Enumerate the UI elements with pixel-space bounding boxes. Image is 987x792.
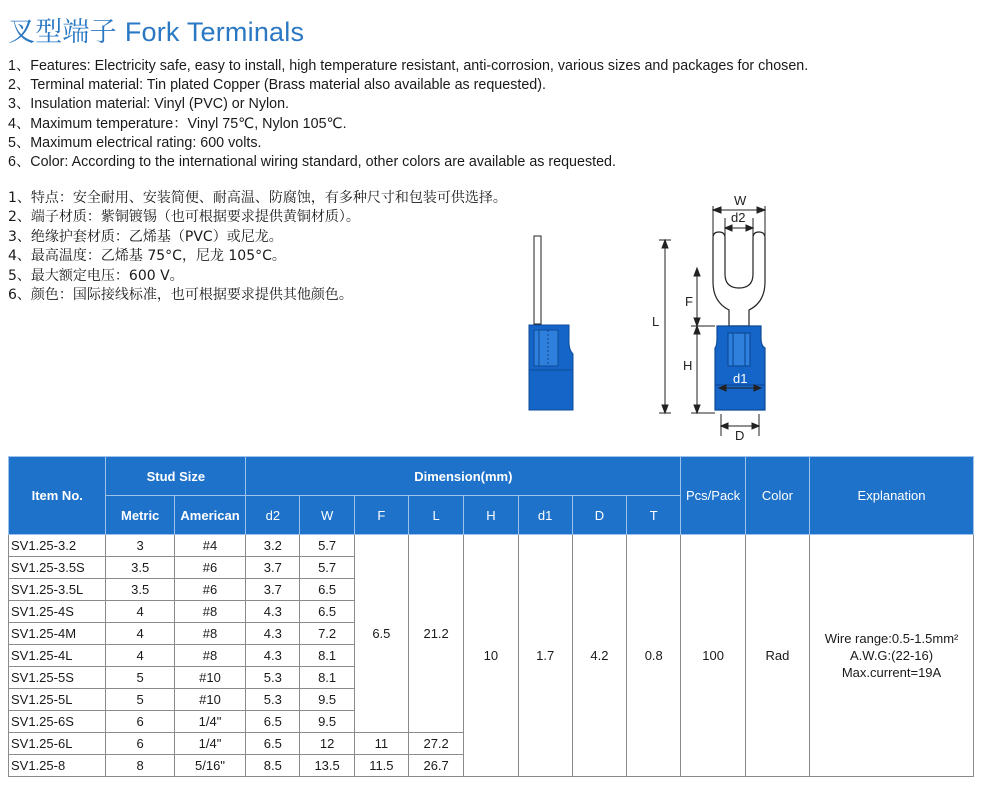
label-d2: d2 xyxy=(731,210,746,225)
label-d1: d1 xyxy=(733,371,748,386)
feature-en-item: 3、Insulation material: Vinyl (PVC) or Nylon. xyxy=(8,96,290,113)
label-H: H xyxy=(683,358,693,373)
header-h: H xyxy=(464,496,518,535)
header-d: D xyxy=(572,496,626,535)
explanation-max-current: Max.current=19A xyxy=(841,665,942,680)
cell-item: SV1.25-5L xyxy=(9,689,106,711)
cell-h-merged: 10 xyxy=(464,535,518,777)
cell-f: 11.5 xyxy=(354,755,408,777)
cell-f: 11 xyxy=(354,733,408,755)
feature-cn-item: 5、最大额定电压：600 V。 xyxy=(8,267,184,284)
feature-cn-item: 1、特点：安全耐用、安装简便、耐高温、防腐蚀，有多种尺寸和包装可供选择。 xyxy=(8,190,507,206)
cell-american: 1/4" xyxy=(174,733,245,755)
cell-metric: 3 xyxy=(106,535,174,557)
cell-metric: 6 xyxy=(106,733,174,755)
cell-item: SV1.25-8 xyxy=(9,755,106,777)
cell-d2: 4.3 xyxy=(246,601,300,623)
cell-d2: 6.5 xyxy=(246,711,300,733)
cell-d2: 6.5 xyxy=(246,733,300,755)
cell-l: 27.2 xyxy=(409,733,464,755)
table-row xyxy=(9,535,974,557)
header-pcs-pack: Pcs/Pack xyxy=(681,457,745,535)
cell-item: SV1.25-4M xyxy=(9,623,106,645)
feature-cn-item: 6、颜色：国际接线标准，也可根据要求提供其他颜色。 xyxy=(8,287,353,304)
header-color: Color xyxy=(745,457,809,535)
cell-d2: 4.3 xyxy=(246,623,300,645)
cell-d2: 4.3 xyxy=(246,645,300,667)
cell-item: SV1.25-4L xyxy=(9,645,106,667)
cell-metric: 4 xyxy=(106,645,174,667)
cell-w: 6.5 xyxy=(300,579,354,601)
explanation-wire-range: Wire range:0.5-1.5mm² xyxy=(824,631,959,646)
cell-american: #4 xyxy=(174,535,245,557)
cell-l-merged: 21.2 xyxy=(409,535,464,733)
label-D: D xyxy=(735,428,745,443)
label-W: W xyxy=(734,193,747,208)
cell-metric: 3.5 xyxy=(106,557,174,579)
cell-american: #8 xyxy=(174,601,245,623)
fork-terminal-diagram xyxy=(515,188,785,450)
cell-d2: 5.3 xyxy=(246,689,300,711)
cell-f-merged: 6.5 xyxy=(354,535,408,733)
dimension-L xyxy=(659,240,671,413)
header-d2: d2 xyxy=(246,496,300,535)
feature-en-item: 2、Terminal material: Tin plated Copper (Brass material also available as requested). xyxy=(8,77,546,94)
feature-cn-item: 4、最高温度：乙烯基 75°C，尼龙 105°C。 xyxy=(8,248,286,265)
header-l: L xyxy=(409,496,464,535)
feature-en-item: 5、Maximum electrical rating: 600 volts. xyxy=(8,134,262,151)
title-en: Fork Terminals xyxy=(124,17,305,47)
cell-d2: 3.7 xyxy=(246,557,300,579)
header-dimension: Dimension(mm) xyxy=(246,457,681,496)
feature-en-item: 4、Maximum temperature：Vinyl 75℃, Nylon 105℃. xyxy=(8,115,347,132)
cell-american: #10 xyxy=(174,689,245,711)
cell-item: SV1.25-4S xyxy=(9,601,106,623)
cell-american: #6 xyxy=(174,557,245,579)
cell-d2: 3.2 xyxy=(246,535,300,557)
feature-en-item: 1、Features: Electricity safe, easy to install, high temperature resistant, anti-corrosion, various sizes and packages for chosen. xyxy=(8,58,809,74)
cell-w: 8.1 xyxy=(300,645,354,667)
cell-d2: 3.7 xyxy=(246,579,300,601)
cell-d-merged: 4.2 xyxy=(572,535,626,777)
cell-american: 1/4" xyxy=(174,711,245,733)
header-w: W xyxy=(300,496,354,535)
cell-american: #8 xyxy=(174,623,245,645)
cell-american: #10 xyxy=(174,667,245,689)
page-title xyxy=(8,10,304,49)
cell-metric: 8 xyxy=(106,755,174,777)
cell-item: SV1.25-3.5L xyxy=(9,579,106,601)
header-f: F xyxy=(354,496,408,535)
title-cn: 叉型端子 xyxy=(8,17,117,47)
cell-w: 9.5 xyxy=(300,689,354,711)
side-view-terminal xyxy=(529,236,573,410)
cell-pcs-pack-merged: 100 xyxy=(681,535,745,777)
cell-metric: 5 xyxy=(106,667,174,689)
cell-w: 7.2 xyxy=(300,623,354,645)
cell-d2: 5.3 xyxy=(246,667,300,689)
feature-cn-item: 2、端子材质：紫铜镀锡（也可根据要求提供黄铜材质）。 xyxy=(8,209,360,226)
cell-metric: 4 xyxy=(106,601,174,623)
cell-w: 9.5 xyxy=(300,711,354,733)
features-english-list xyxy=(8,57,808,172)
cell-w: 6.5 xyxy=(300,601,354,623)
cell-metric: 4 xyxy=(106,623,174,645)
cell-d1-merged: 1.7 xyxy=(518,535,572,777)
cell-item: SV1.25-6S xyxy=(9,711,106,733)
cell-item: SV1.25-5S xyxy=(9,667,106,689)
cell-american: #8 xyxy=(174,645,245,667)
header-metric: Metric xyxy=(106,496,174,535)
feature-en-item: 6、Color: According to the international wiring standard, other colors are available as requested. xyxy=(8,154,616,171)
cell-metric: 6 xyxy=(106,711,174,733)
cell-item: SV1.25-3.2 xyxy=(9,535,106,557)
header-t: T xyxy=(627,496,681,535)
cell-t-merged: 0.8 xyxy=(627,535,681,777)
explanation-awg: A.W.G:(22-16) xyxy=(849,648,934,663)
header-item-no: Item No. xyxy=(9,457,106,535)
feature-cn-item: 3、绝缘护套材质：乙烯基（PVC）或尼龙。 xyxy=(8,228,283,245)
cell-explanation-merged xyxy=(810,535,974,777)
cell-w: 13.5 xyxy=(300,755,354,777)
header-explanation: Explanation xyxy=(810,457,974,535)
dimension-F-H xyxy=(691,268,715,413)
cell-item: SV1.25-6L xyxy=(9,733,106,755)
cell-w: 12 xyxy=(300,733,354,755)
cell-color-merged: Rad xyxy=(745,535,809,777)
header-d1: d1 xyxy=(518,496,572,535)
cell-american: 5/16" xyxy=(174,755,245,777)
cell-w: 8.1 xyxy=(300,667,354,689)
label-L: L xyxy=(652,314,660,329)
header-stud-size: Stud Size xyxy=(106,457,246,496)
cell-metric: 3.5 xyxy=(106,579,174,601)
features-chinese-list xyxy=(8,189,507,305)
cell-w: 5.7 xyxy=(300,535,354,557)
cell-l: 26.7 xyxy=(409,755,464,777)
cell-metric: 5 xyxy=(106,689,174,711)
cell-w: 5.7 xyxy=(300,557,354,579)
cell-american: #6 xyxy=(174,579,245,601)
spec-table xyxy=(8,456,974,777)
label-F: F xyxy=(685,294,693,309)
cell-d2: 8.5 xyxy=(246,755,300,777)
header-american: American xyxy=(174,496,245,535)
cell-item: SV1.25-3.5S xyxy=(9,557,106,579)
